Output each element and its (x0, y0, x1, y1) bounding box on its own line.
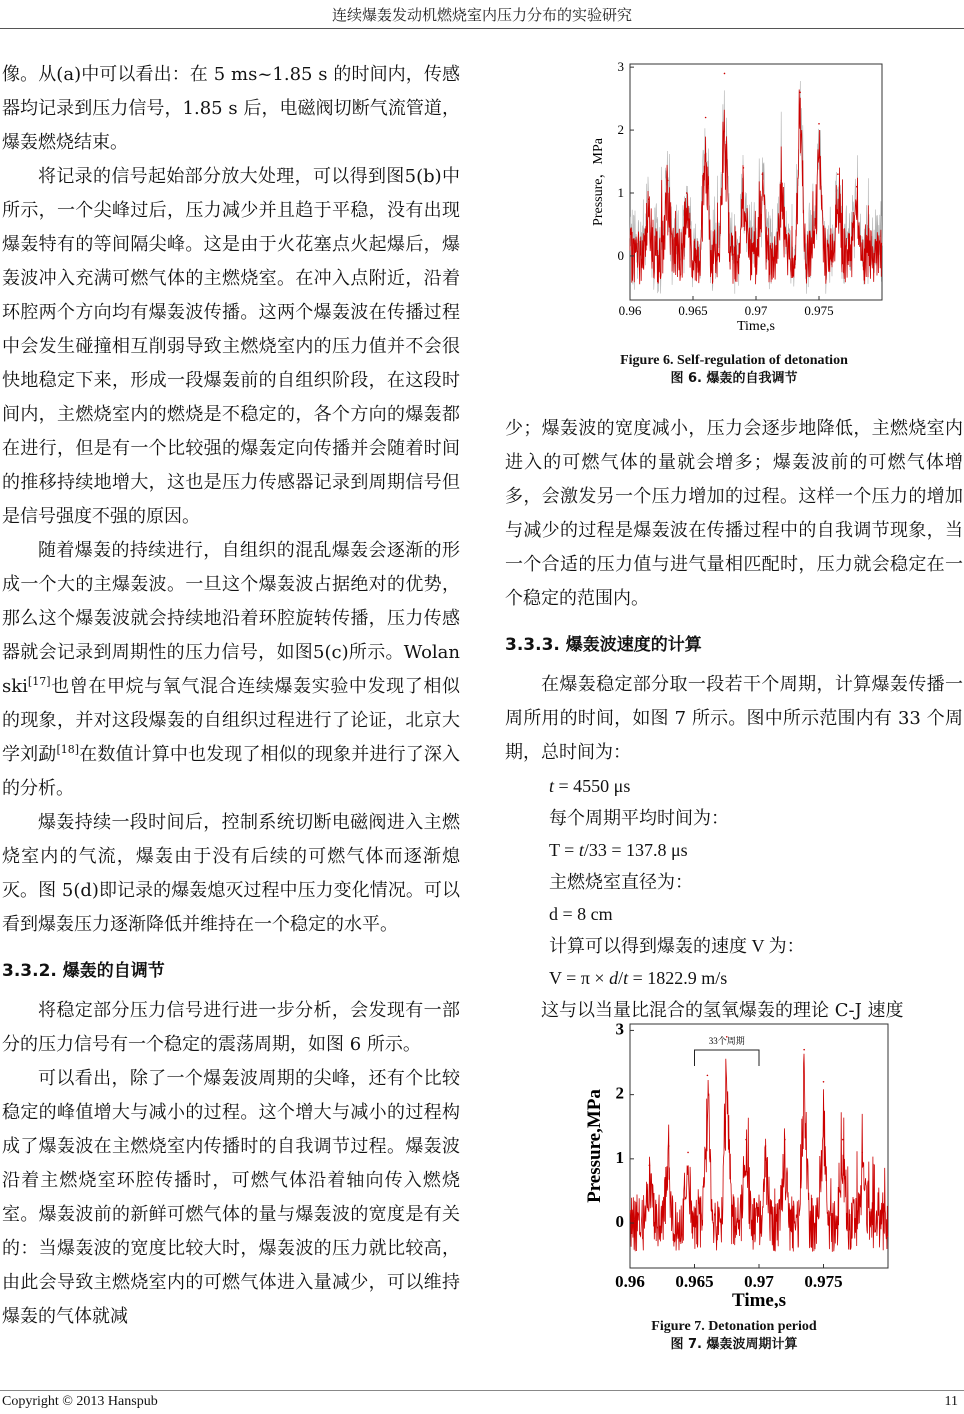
equation-label: 计算可以得到爆轰的速度 V 为： (549, 936, 805, 956)
x-axis-label: Time,s (731, 1290, 787, 1308)
peak-point (687, 1152, 689, 1154)
section-heading: 3.3.2. 爆轰的自调节 (2, 961, 165, 981)
peak-point (765, 1145, 767, 1147)
x-tick-label: 0.96 (615, 1272, 645, 1291)
y-axis-label: Pressure，MPa (591, 138, 606, 226)
peak-point (762, 173, 764, 175)
peak-point (837, 173, 839, 175)
peak-point (668, 1145, 670, 1147)
y-tick-label: 1 (615, 1147, 624, 1167)
equation-text: T = (549, 840, 579, 860)
equation-text: = 1822.9 m/s (628, 968, 728, 988)
equation-text: = 4550 μs (554, 776, 631, 796)
paragraph-text: 也曾在甲烷与氧气混合连续爆轰实验中发现了相似的现象，并对这段爆轰的自组织过程进行了论证，北京大学刘勐 (2, 676, 460, 765)
peak-point (803, 1049, 805, 1051)
period-bracket (695, 1050, 760, 1066)
period-annotation: 33个周期 (708, 1036, 745, 1046)
figure-caption-zh: 图 6. 爆轰的自我调节 (670, 371, 798, 386)
copyright-notice: Copyright © 2013 Hanspub (2, 1394, 158, 1409)
section-heading: 3.3.3. 爆轰波速度的计算 (505, 635, 702, 655)
equation-var: d (609, 968, 619, 988)
paragraph (2, 534, 460, 806)
peak-point (745, 1139, 747, 1141)
figure-6-chart (588, 58, 888, 340)
pressure-trace (630, 1054, 888, 1252)
y-tick-label: 3 (617, 59, 624, 75)
equation-var: t (578, 840, 584, 860)
paragraph: 这与以当量比混合的氢氧爆轰的理论 C-J 速度 (541, 1000, 904, 1021)
paragraph: 将稳定部分压力信号进行进一步分析，会发现有一部分的压力信号有一个稳定的震荡周期，如图 6 所示。 (2, 1000, 460, 1055)
equation-var: t (623, 968, 629, 988)
x-tick-label: 0.965 (678, 303, 708, 318)
peak-point (818, 123, 820, 125)
peak-point (861, 1152, 863, 1154)
paragraph-text: 随着爆轰的持续进行，自组织的混乱爆轰会逐渐的形成一个大的主爆轰波。一旦这个爆轰波占据绝对的优势，那么这个爆轰波就会持续地沿着环腔旋转传播，压力传感器就会记录到周期性的压力信号，如图5(c)所示。Wolanski (2, 540, 460, 697)
equation-velocity (505, 962, 963, 994)
citation-ref[interactable]: [17] (27, 675, 51, 688)
paragraph: 少；爆轰波的宽度减小，压力会逐步地降低，主燃烧室内进入的可燃气体的量就会增多；爆轰波前的可燃气体增多，会激发另一个压力增加的过程。这样一个压力的增加与减少的过程是爆轰波在传播过程中的自我调节现象，当一个合适的压力值与进气量相匹配时，压力就会稳定在一个稳定的范围内。 (505, 418, 963, 609)
peak-point (707, 1075, 709, 1077)
figure-caption-en: Figure 6. Self-regulation of detonation (620, 353, 848, 368)
peak-point (842, 1139, 844, 1141)
header-rule (0, 28, 964, 29)
paragraph: 在爆轰稳定部分取一段若干个周期，计算爆轰传播一周所用的时间，如图 7 所示。图中所示范围内有 33 个周期，总时间为： (505, 674, 963, 763)
footer-rule (0, 1390, 964, 1391)
x-tick-label: 0.975 (804, 1272, 843, 1291)
paragraph: 爆轰持续一段时间后，控制系统切断电磁阀进入主燃烧室内的气流，爆轰由于没有后续的可燃气体而逐渐熄灭。图 5(d)即记录的爆轰熄灭过程中压力变化情况。可以看到爆轰压力逐渐降低并维持在一个稳定的水平。 (2, 812, 460, 935)
citation-ref[interactable]: [18] (56, 743, 80, 756)
peak-point (724, 73, 726, 75)
paragraph: 像。从(a)中可以看出：在 5 ms~1.85 s 的时间内，传感器均记录到压力信号，1.85 s 后，电磁阀切断气流管道，爆轰燃烧结束。 (2, 64, 460, 153)
figure-7-chart (582, 1018, 892, 1308)
peak-point (823, 1081, 825, 1083)
paragraph: 可以看出，除了一个爆轰波周期的尖峰，还有个比较稳定的峰值增大与减小的过程。这个增大与减小的过程构成了爆轰波在主燃烧室内传播时的自我调节过程。爆轰波沿着主燃烧室环腔传播时，可燃气体沿着轴向传入燃烧室。爆轰波前的新鲜可燃气体的量与爆轰波的宽度是有关的：当爆轰波的宽度比较大时，爆轰波的压力就比较高，由此会导致主燃烧室内的可燃气体进入量减少，可以维持爆轰的气体就减 (2, 1068, 460, 1327)
x-axis-label: Time,s (736, 319, 776, 334)
peak-point (649, 1164, 651, 1166)
equation-text: / (618, 968, 624, 988)
peak-point (667, 180, 669, 182)
running-head: 连续爆轰发动机燃烧室内压力分布的实验研究 (331, 6, 632, 24)
peak-point (856, 186, 858, 188)
equation-total-time (505, 770, 963, 802)
equation-var: t (549, 776, 555, 796)
peak-point (780, 180, 782, 182)
figure-7-caption (505, 1318, 963, 1354)
pressure-trace (630, 90, 882, 285)
left-column (2, 58, 460, 1334)
y-tick-label: 0 (615, 1212, 624, 1232)
paragraph-text: 在数值计算中也发现了相似的现象并进行了深入的分析。 (2, 744, 461, 799)
x-tick-label: 0.965 (675, 1272, 714, 1291)
peak-point (705, 117, 707, 119)
peak-point (686, 192, 688, 194)
x-tick-label: 0.97 (744, 303, 768, 318)
x-tick-label: 0.97 (744, 1272, 774, 1291)
peak-point (799, 92, 801, 94)
equation-period (505, 834, 963, 866)
equation-diameter: d = 8 cm (549, 904, 613, 924)
y-tick-label: 2 (615, 1083, 624, 1103)
y-tick-label: 1 (617, 185, 624, 201)
figure-caption-en: Figure 7. Detonation period (651, 1319, 817, 1334)
equation-text: /33 = 137.8 μs (583, 840, 688, 860)
equation-label: 每个周期平均时间为： (549, 808, 729, 828)
equation-text: V = π × (549, 968, 610, 988)
figure-caption-zh: 图 7. 爆轰波周期计算 (670, 1337, 798, 1352)
figure-6-caption (505, 352, 963, 388)
peak-point (743, 167, 745, 169)
y-axis-label: Pressure,MPa (584, 1089, 605, 1203)
peak-point (648, 199, 650, 201)
equation-label: 主燃烧室直径为： (549, 872, 693, 892)
y-tick-label: 2 (617, 122, 624, 138)
paragraph: 将记录的信号起始部分放大处理，可以得到图5(b)中所示，一个尖峰过后，压力减少并且趋于平稳，没有出现爆轰特有的等间隔尖峰。这是由于火花塞点火起爆后，爆轰波冲入充满可燃气体的主燃烧室。在冲入点附近，沿着环腔两个方向均有爆轰波传播。这两个爆轰波在传播过程中会发生碰撞相互削弱导致主燃烧室内的压力值并不会很快地稳定下来，形成一段爆轰前的自组织阶段，在这段时间内，主燃烧室内的燃烧是不稳定的，各个方向的爆轰都在进行，但是有一个比较强的爆轰定向传播并会随着时间的推移持续地增大，这也是压力传感器记录到周期信号但是信号强度不强的原因。 (2, 166, 460, 527)
peak-point (784, 1139, 786, 1141)
right-column (505, 412, 963, 1028)
x-tick-label: 0.96 (618, 303, 642, 318)
y-tick-label: 0 (617, 247, 624, 263)
x-tick-label: 0.975 (804, 303, 834, 318)
y-tick-label: 3 (615, 1019, 624, 1039)
page-number: 11 (944, 1394, 958, 1409)
